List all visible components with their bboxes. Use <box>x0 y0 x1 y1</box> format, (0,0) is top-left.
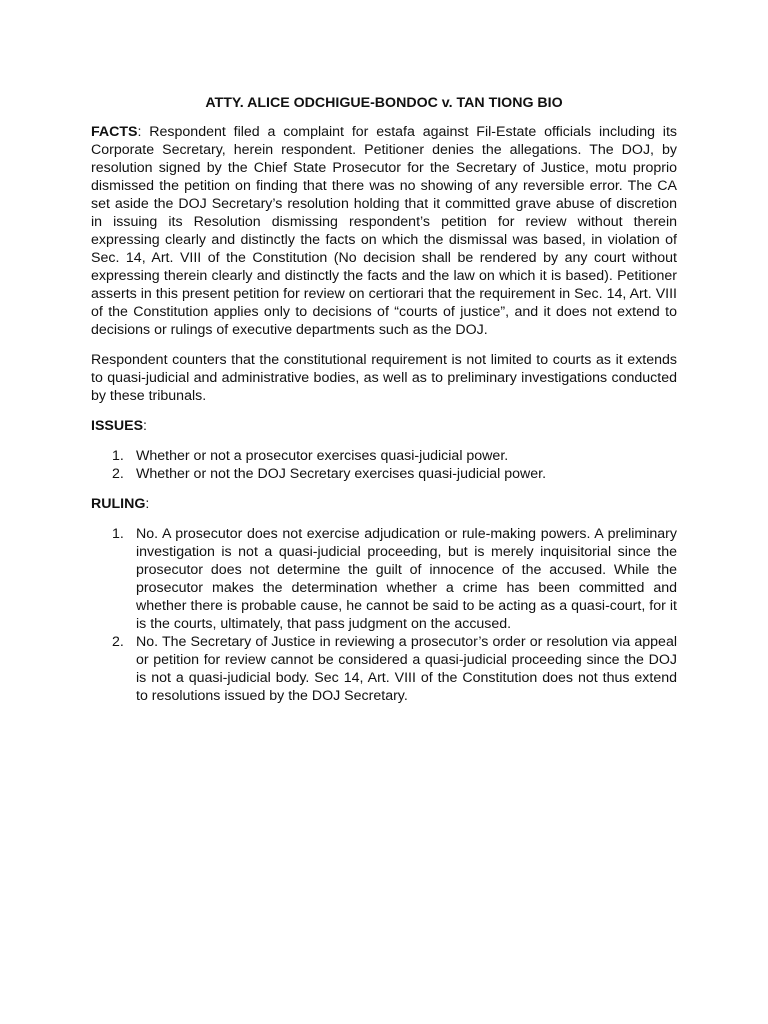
ruling-number: 1. <box>112 526 124 542</box>
issue-item <box>91 465 677 483</box>
issue-text: Whether or not a prosecutor exercises quasi-judicial power. <box>136 448 509 464</box>
issues-list <box>91 447 677 483</box>
issue-number: 1. <box>112 448 124 464</box>
ruling-text: No. The Secretary of Justice in reviewing a prosecutor’s order or resolution via appeal or petition for review cannot be considered a quasi-judicial proceeding since the DOJ is not a quasi-judicial body. Sec 14, Art. VIII of the Constitution does not thus extend to resolutions issued by the DOJ Secretary. <box>136 634 677 704</box>
ruling-heading-line <box>91 495 677 513</box>
ruling-heading: RULING <box>91 496 146 512</box>
ruling-colon: : <box>145 496 150 512</box>
facts-paragraph <box>91 123 677 339</box>
issue-number: 2. <box>112 466 124 482</box>
issues-heading-line <box>91 417 677 435</box>
ruling-list <box>91 525 677 705</box>
ruling-text: No. A prosecutor does not exercise adjudication or rule-making powers. A preliminary investigation is not a quasi-judicial proceeding, but is merely inquisitorial since the prosecutor does not determine the guilt of innocence of the accused. While the prosecutor makes the determination whether a crime has been committed and whether there is probable cause, he cannot be said to be acting as a quasi-court, for it is the courts, ultimately, that pass judgment on the accused. <box>136 526 677 632</box>
facts-text: : Respondent filed a complaint for estafa against Fil-Estate officials including its Corporate Secretary, herein respondent. Petitioner denies the allegations. The DOJ, by resolution signed by the Chief State Prosecutor for the Secretary of Justice, motu proprio dismissed the petition on finding that there was no showing of any reversible error. The CA set aside the DOJ Secretary’s resolution holding that it committed grave abuse of discretion in issuing its Resolution dismissing respondent’s petition for review without therein expressing clearly and distinctly the facts on which the dismissal was based, in violation of Sec. 14, Art. VIII of the Constitution (No decision shall be rendered by any court without expressing therein clearly and distinctly the facts and the law on which it is based). Petitioner asserts in this present petition for review on certiorari that the requirement in Sec. 14, Art. VIII of the Constitution applies only to decisions of “courts of justice”, and it does not extend to decisions or rulings of executive departments such as the DOJ. <box>91 124 677 338</box>
facts-heading: FACTS <box>91 124 138 140</box>
case-title: ATTY. ALICE ODCHIGUE-BONDOC v. TAN TIONG BIO <box>205 95 563 111</box>
issues-heading: ISSUES <box>91 418 144 434</box>
counter-paragraph: Respondent counters that the constitutional requirement is not limited to courts as it extends to quasi-judicial and administrative bodies, as well as to preliminary investigations conducted by these tribunals. <box>91 352 677 404</box>
issue-item <box>91 447 677 465</box>
issues-colon: : <box>143 418 147 434</box>
document-body <box>91 94 677 717</box>
issue-text: Whether or not the DOJ Secretary exercises quasi-judicial power. <box>136 466 547 482</box>
ruling-item <box>91 633 677 705</box>
ruling-item <box>91 525 677 633</box>
ruling-number: 2. <box>112 634 124 650</box>
